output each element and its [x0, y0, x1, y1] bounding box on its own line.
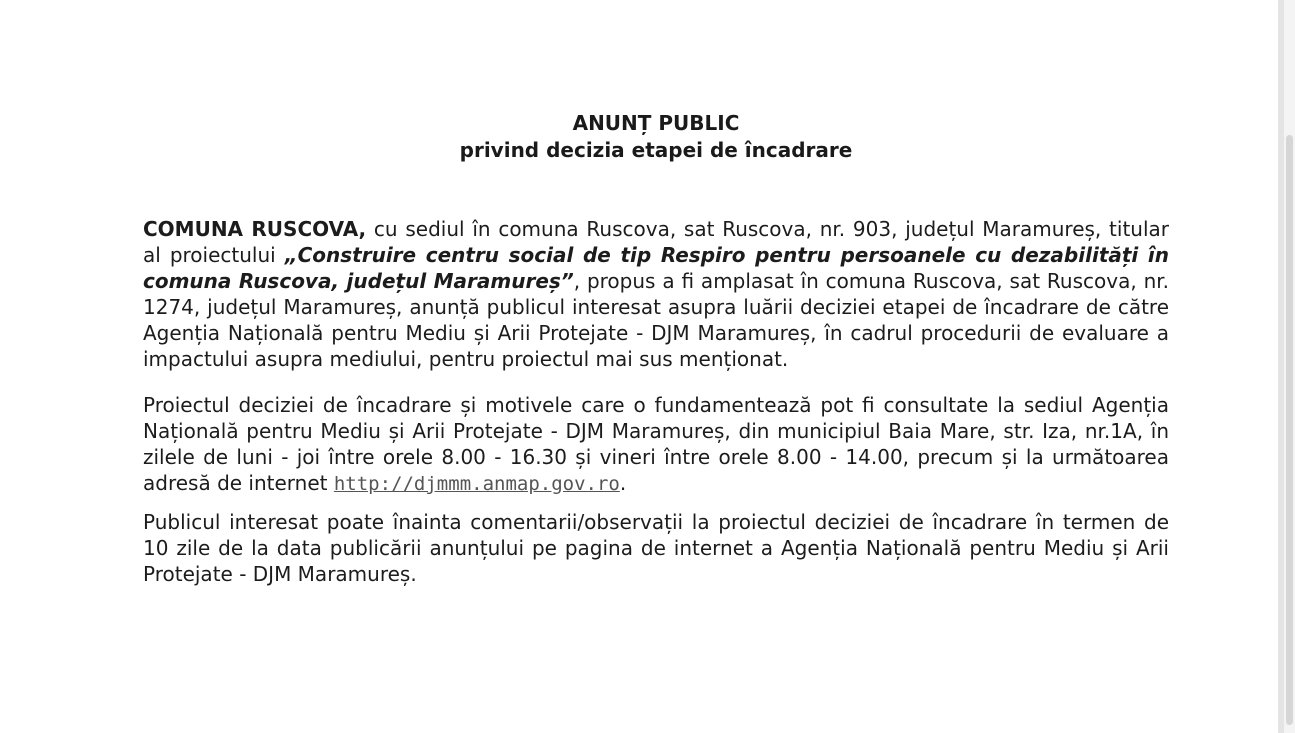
document-title: ANUNȚ PUBLIC: [572, 111, 740, 135]
vertical-scrollbar[interactable]: [1284, 0, 1295, 733]
paragraph3-text: Publicul interesat poate înainta comentarii/observații la proiectul deciziei de încadrare în termen de 10 zile de la data publicării anunțului pe pagina de internet a Agenția Națională pentru Mediu și Arii Protejate - DJM Maramureș.: [143, 510, 1169, 586]
paragraph1-text-a: cu sediul în comuna Ruscova, sat Ruscova, nr. 903, județul Maramureș, titular al proiectului: [143, 217, 1170, 267]
scrollbar-thumb[interactable]: [1286, 135, 1293, 725]
paragraph2-end: .: [619, 471, 627, 495]
paragraph-announcement: [143, 216, 1169, 372]
paragraph2-text: Proiectul deciziei de încadrare și motivele care o fundamentează pot fi consultate la sediul Agenția Națională pentru Mediu și Arii Protejate - DJM Maramureș, din municipiul Baia Mare, str. Iza, nr.1A, în zilele de luni - joi între orele 8.00 - 16.30 și vineri între orele 8.00 - 14.00, precum și la următoarea adresă de internet: [143, 393, 1169, 495]
document-subtitle: privind decizia etapei de încadrare: [459, 138, 853, 162]
paragraph-comments: [143, 509, 1169, 587]
project-name: „Construire centru social de tip Respiro pentru persoanele cu dezabilități în comuna Ruscova, județul Maramureș”: [143, 243, 1169, 293]
entity-name: COMUNA RUSCOVA,: [143, 217, 367, 241]
paragraph1-text-b: , propus a fi amplasat în comuna Ruscova, sat Ruscova, nr. 1274, județul Maramureș, anunță publicul interesat asupra luării deciziei etapei de încadrare de către Agenția Națională pentru Mediu și Arii Protejate - DJM Maramureș, în cadrul procedurii de evaluare a impactului asupra mediului, pentru proiectul mai sus menționat.: [143, 269, 1169, 371]
website-link[interactable]: http://djmmm.anmap.gov.ro: [333, 473, 620, 495]
paragraph-consultation: [143, 392, 1169, 497]
